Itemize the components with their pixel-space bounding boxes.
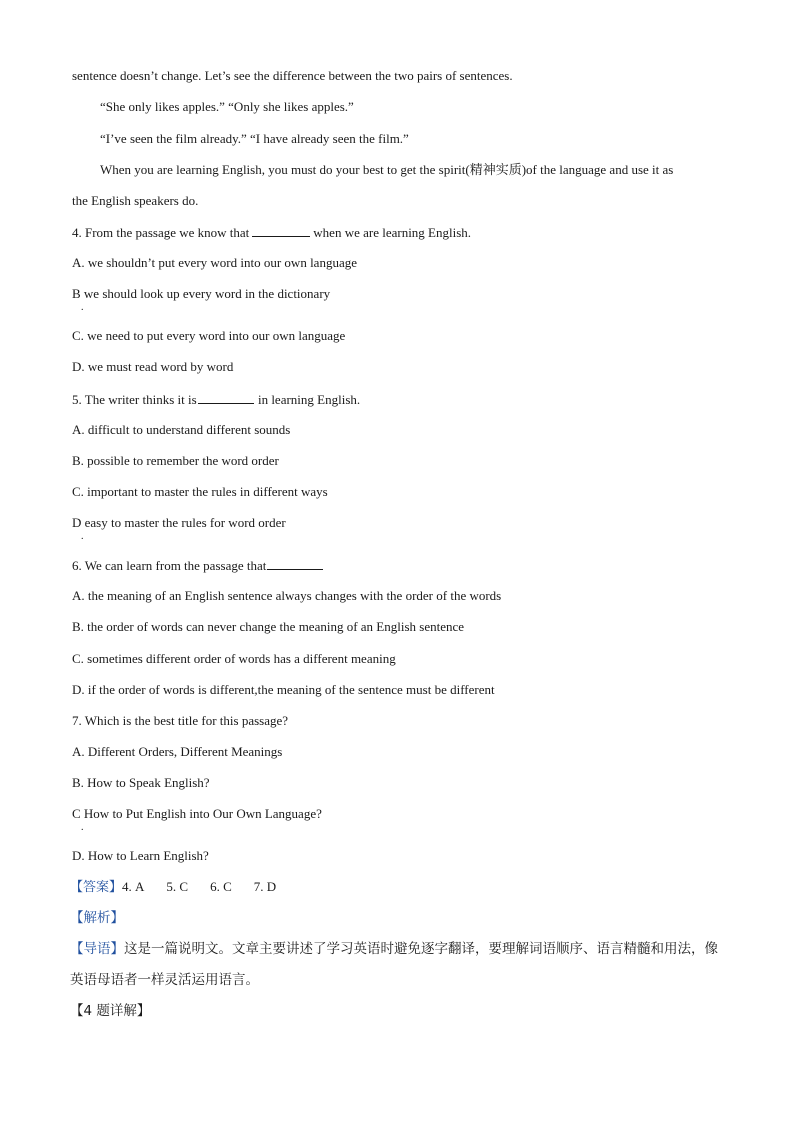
passage-line-3: “I’ve seen the film already.” “I have already seen the film.” [100, 131, 409, 146]
answer-5: 5. C [166, 879, 189, 894]
passage-line-5: the English speakers do. [72, 193, 199, 208]
question-5-stem-before: 5. The writer thinks it is [72, 392, 197, 407]
question-7-option-d: D. How to Learn English? [72, 848, 209, 863]
answer-4: 4. A [122, 879, 145, 894]
analysis-label [70, 910, 124, 926]
question-5-option-d: D easy to master the rules for word order [72, 515, 286, 530]
detail-heading: 【4 题详解】 [70, 1003, 151, 1019]
question-6-option-d: D. if the order of words is different,the meaning of the sentence must be different [72, 682, 495, 697]
passage-line-2: “She only likes apples.” “Only she likes apples.” [100, 99, 354, 114]
answer-blank [198, 391, 254, 404]
stray-dot-mark: . [81, 302, 84, 313]
question-6-option-c: C. sometimes different order of words has a different meaning [72, 651, 396, 666]
guide-label: 【导语】 [70, 941, 124, 957]
question-4-option-c: C. we need to put every word into our own language [72, 328, 346, 343]
question-5-stem-after: in learning English. [257, 392, 361, 407]
question-7-option-a: A. Different Orders, Different Meanings [72, 744, 283, 759]
answer-6: 6. C [210, 879, 232, 894]
question-4-stem [72, 224, 471, 241]
passage-line-4: When you are learning English, you must do your best to get the spirit(精神实质)of the language and use it as [100, 162, 674, 177]
stray-dot-mark: . [81, 822, 84, 833]
answer-label: 【答案】 [70, 880, 123, 895]
question-7-stem: 7. Which is the best title for this passage? [72, 713, 289, 728]
question-6-stem [72, 557, 324, 574]
question-6-stem-before: 6. We can learn from the passage that [72, 558, 267, 573]
answer-blank [252, 224, 310, 237]
answer-blank [267, 557, 323, 570]
question-4-option-a: A. we shouldn’t put every word into our own language [72, 255, 357, 270]
answer-7: 7. D [253, 879, 277, 894]
analysis-heading: 【解析】 [70, 910, 124, 926]
question-4-option-b: B we should look up every word in the dictionary [72, 286, 331, 301]
stray-dot-mark: . [81, 531, 84, 542]
question-7-option-b: B. How to Speak English? [72, 775, 210, 790]
question-4-stem-before: 4. From the passage we know that [72, 225, 250, 240]
question-5-stem [72, 391, 360, 408]
question-5-option-c: C. important to master the rules in different ways [72, 484, 328, 499]
question-6-option-b: B. the order of words can never change the meaning of an English sentence [72, 619, 465, 634]
guide-text: 这是一篇说明文。文章主要讲述了学习英语时避免逐字翻译，要理解词语顺序、语言精髓和用法，像英语母语者一样灵活运用语言。 [70, 941, 718, 988]
question-5-option-b: B. possible to remember the word order [72, 453, 279, 468]
question-4-stem-after: when we are learning English. [313, 225, 472, 240]
question-7-option-c: C How to Put English into Our Own Language? [72, 806, 322, 821]
question-6-option-a: A. the meaning of an English sentence always changes with the order of the words [72, 588, 502, 603]
guide-paragraph [70, 934, 730, 996]
question-5-option-a: A. difficult to understand different sounds [72, 422, 291, 437]
passage-line-1: sentence doesn’t change. Let’s see the difference between the two pairs of sentences. [72, 68, 513, 83]
question-4-option-d: D. we must read word by word [72, 359, 234, 374]
answer-key [70, 879, 276, 896]
